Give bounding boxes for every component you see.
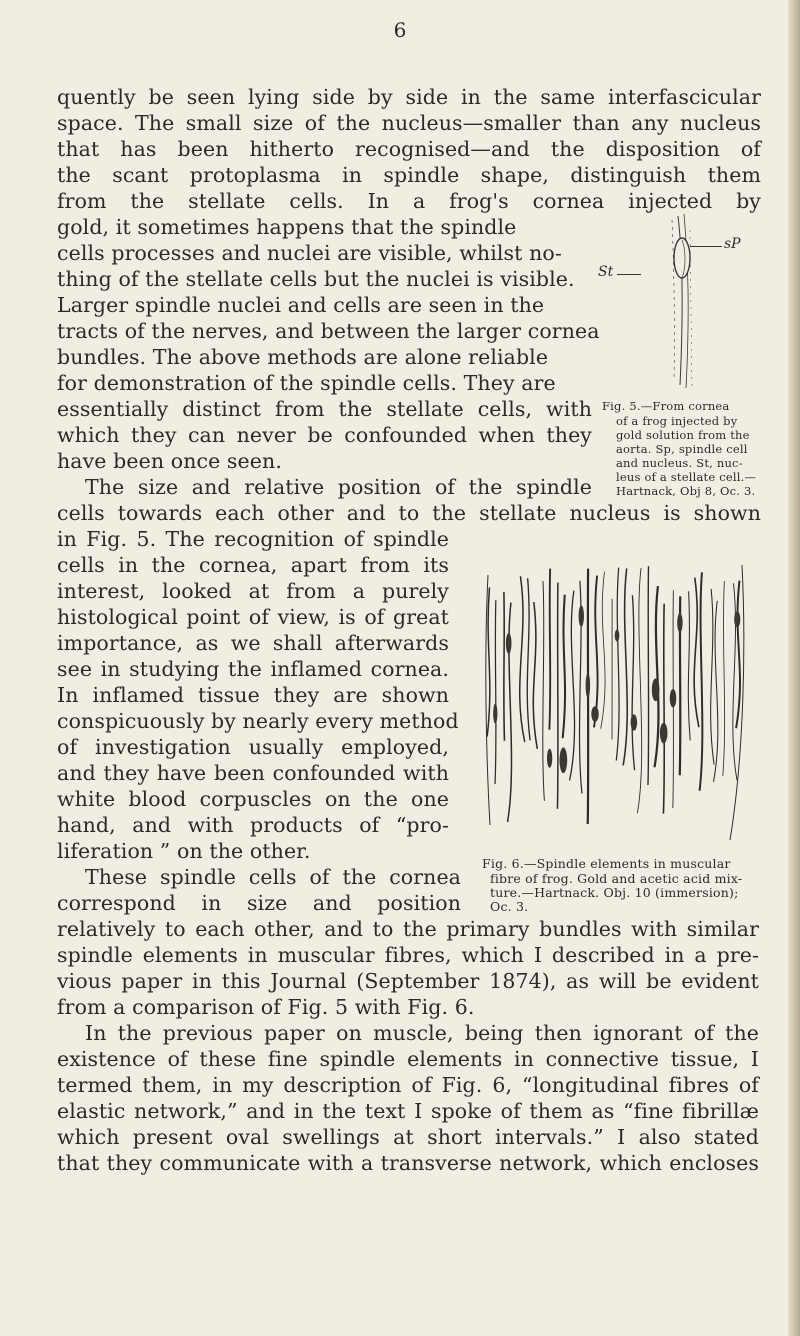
text-line: which they can never be confounded when they <box>57 423 592 447</box>
fig6-spindle-swelling <box>677 613 682 632</box>
text-line: which present oval swellings at short intervals.” I also stated <box>57 1125 759 1149</box>
fig6-fibre-stroke <box>723 581 725 776</box>
text-line: the scant protoplasma in spindle shape, distinguish them <box>57 163 761 187</box>
text-line: of investigation usually employed, <box>57 735 449 759</box>
text-line: interest, looked at from a purely <box>57 579 449 603</box>
fig6-spindle-swelling <box>734 611 740 627</box>
fig6-fibre-stroke <box>527 578 530 740</box>
fig6-fibre-stroke <box>736 581 740 729</box>
fig6-fibre-stroke <box>570 591 575 781</box>
text-line: existence of these fine spindle elements in connective tissue, I <box>57 1047 759 1071</box>
fig6-spindle-swelling <box>559 747 567 773</box>
fig5-pointer-st <box>617 274 641 275</box>
text-line: for demonstration of the spindle cells. They are <box>57 371 556 395</box>
fig6-fibre-stroke <box>623 568 627 765</box>
text-line: In inflamed tissue they are shown <box>57 683 449 707</box>
text-line: bundles. The above methods are alone reliable <box>57 345 549 369</box>
text-line: vious paper in this Journal (September 1874), as will be evident <box>57 969 759 993</box>
fig6-fibre-stroke <box>601 572 605 729</box>
fig6-fibre-stroke <box>557 583 558 809</box>
text-line: cells towards each other and to the stellate nucleus is shown <box>57 501 761 525</box>
fig6-outline <box>486 565 744 840</box>
text-line: termed them, in my description of Fig. 6, “longitudinal fibres of <box>57 1073 759 1097</box>
text-line: conspicuously by nearly every method <box>57 709 459 733</box>
fig5-illustration <box>620 210 740 390</box>
fig6-spindle-swelling <box>591 706 598 722</box>
text-line: gold, it sometimes happens that the spindle <box>57 215 517 239</box>
fig5-label-sp: sP <box>724 236 741 252</box>
fig6-fibre-stroke <box>549 569 550 730</box>
fig6-fibre-stroke <box>632 595 634 770</box>
text-line: cells in the cornea, apart from its <box>57 553 449 577</box>
text-line: These spindle cells of the cornea <box>85 865 461 889</box>
text-line: have been once seen. <box>57 449 282 473</box>
fig6-illustration <box>480 555 750 845</box>
text-line: essentially distinct from the stellate cells, with <box>57 397 592 421</box>
page-number: 6 <box>393 18 407 42</box>
fig5-label-st: St <box>598 264 614 280</box>
fig6-spindle-swelling <box>547 749 552 768</box>
text-line: in Fig. 5. The recognition of spindle <box>57 527 449 551</box>
text-line: elastic network,” and in the text I spoke of them as “fine fibrillæ <box>57 1099 759 1123</box>
text-line: from a comparison of Fig. 5 with Fig. 6. <box>57 995 475 1019</box>
text-line: histological point of view, is of great <box>57 605 449 629</box>
fig6-fibre-stroke <box>616 568 619 761</box>
fig5-pointer-sp <box>690 246 722 247</box>
fig6-fibre-stroke <box>504 592 505 741</box>
text-line: that has been hitherto recognised—and the disposition of <box>57 137 761 161</box>
fig6-fibre-stroke <box>495 600 496 784</box>
fig6-spindle-swelling <box>631 714 638 730</box>
text-line: Larger spindle nuclei and cells are seen in the <box>57 293 545 317</box>
text-line: spindle elements in muscular fibres, which I described in a pre- <box>57 943 759 967</box>
fig6-spindle-swelling <box>670 689 677 707</box>
fig6-fibre-stroke <box>487 587 490 736</box>
fig6-fibre-stroke <box>700 572 703 790</box>
fig6-fibre-stroke <box>543 581 545 801</box>
fig6-spindle-swelling <box>579 605 584 626</box>
text-line: hand, and with products of “pro- <box>57 813 449 837</box>
fig6-spindle-swelling <box>615 629 620 641</box>
fig6-fibre-stroke <box>663 604 664 814</box>
text-line: quently be seen lying side by side in the same interfascicular <box>57 85 761 109</box>
text-line: see in studying the inflamed cornea. <box>57 657 449 681</box>
text-line: In the previous paper on muscle, being then ignorant of the <box>85 1021 759 1045</box>
text-line: from the stellate cells. In a frog's cornea injected by <box>57 189 761 213</box>
fig6-fibre-stroke <box>688 591 690 740</box>
page-edge <box>788 0 800 1336</box>
fig6-fibre-stroke <box>520 576 525 742</box>
fig6-fibre-stroke <box>711 589 714 765</box>
text-line: tracts of the nerves, and between the larger cornea <box>57 319 600 343</box>
fig6-spindle-swelling <box>652 678 660 701</box>
fig6-fibre-stroke <box>655 586 659 767</box>
fig6-fibre-stroke <box>648 566 649 785</box>
text-line: importance, as we shall afterwards <box>57 631 449 655</box>
text-line: liferation ” on the other. <box>57 839 311 863</box>
fig6-fibre-stroke <box>694 578 699 728</box>
text-line: and they have been confounded with <box>57 761 449 785</box>
fig6-spindle-swelling <box>660 723 668 744</box>
text-line: thing of the stellate cells but the nuclei is visible. <box>57 267 575 291</box>
fig6-spindle-swelling <box>506 633 512 654</box>
fig6-fibre-stroke <box>637 568 641 813</box>
fig6-fibre-stroke <box>563 595 565 738</box>
fig6-fibre-stroke <box>714 601 718 782</box>
text-line: that they communicate with a transverse network, which encloses <box>57 1151 759 1175</box>
text-line: The size and relative position of the spindle <box>85 475 592 499</box>
text-line: white blood corpuscles on the one <box>57 787 449 811</box>
text-line: space. The small size of the nucleus—smaller than any nucleus <box>57 111 761 135</box>
fig6-fibre-stroke <box>594 576 598 728</box>
text-line: cells processes and nuclei are visible, whilst no- <box>57 241 562 265</box>
text-line: correspond in size and position <box>57 891 461 915</box>
fig6-spindle-swelling <box>586 673 591 698</box>
text-line: relatively to each other, and to the primary bundles with similar <box>57 917 759 941</box>
fig6-fibre-stroke <box>533 602 537 749</box>
fig6-spindle-swelling <box>493 704 497 724</box>
